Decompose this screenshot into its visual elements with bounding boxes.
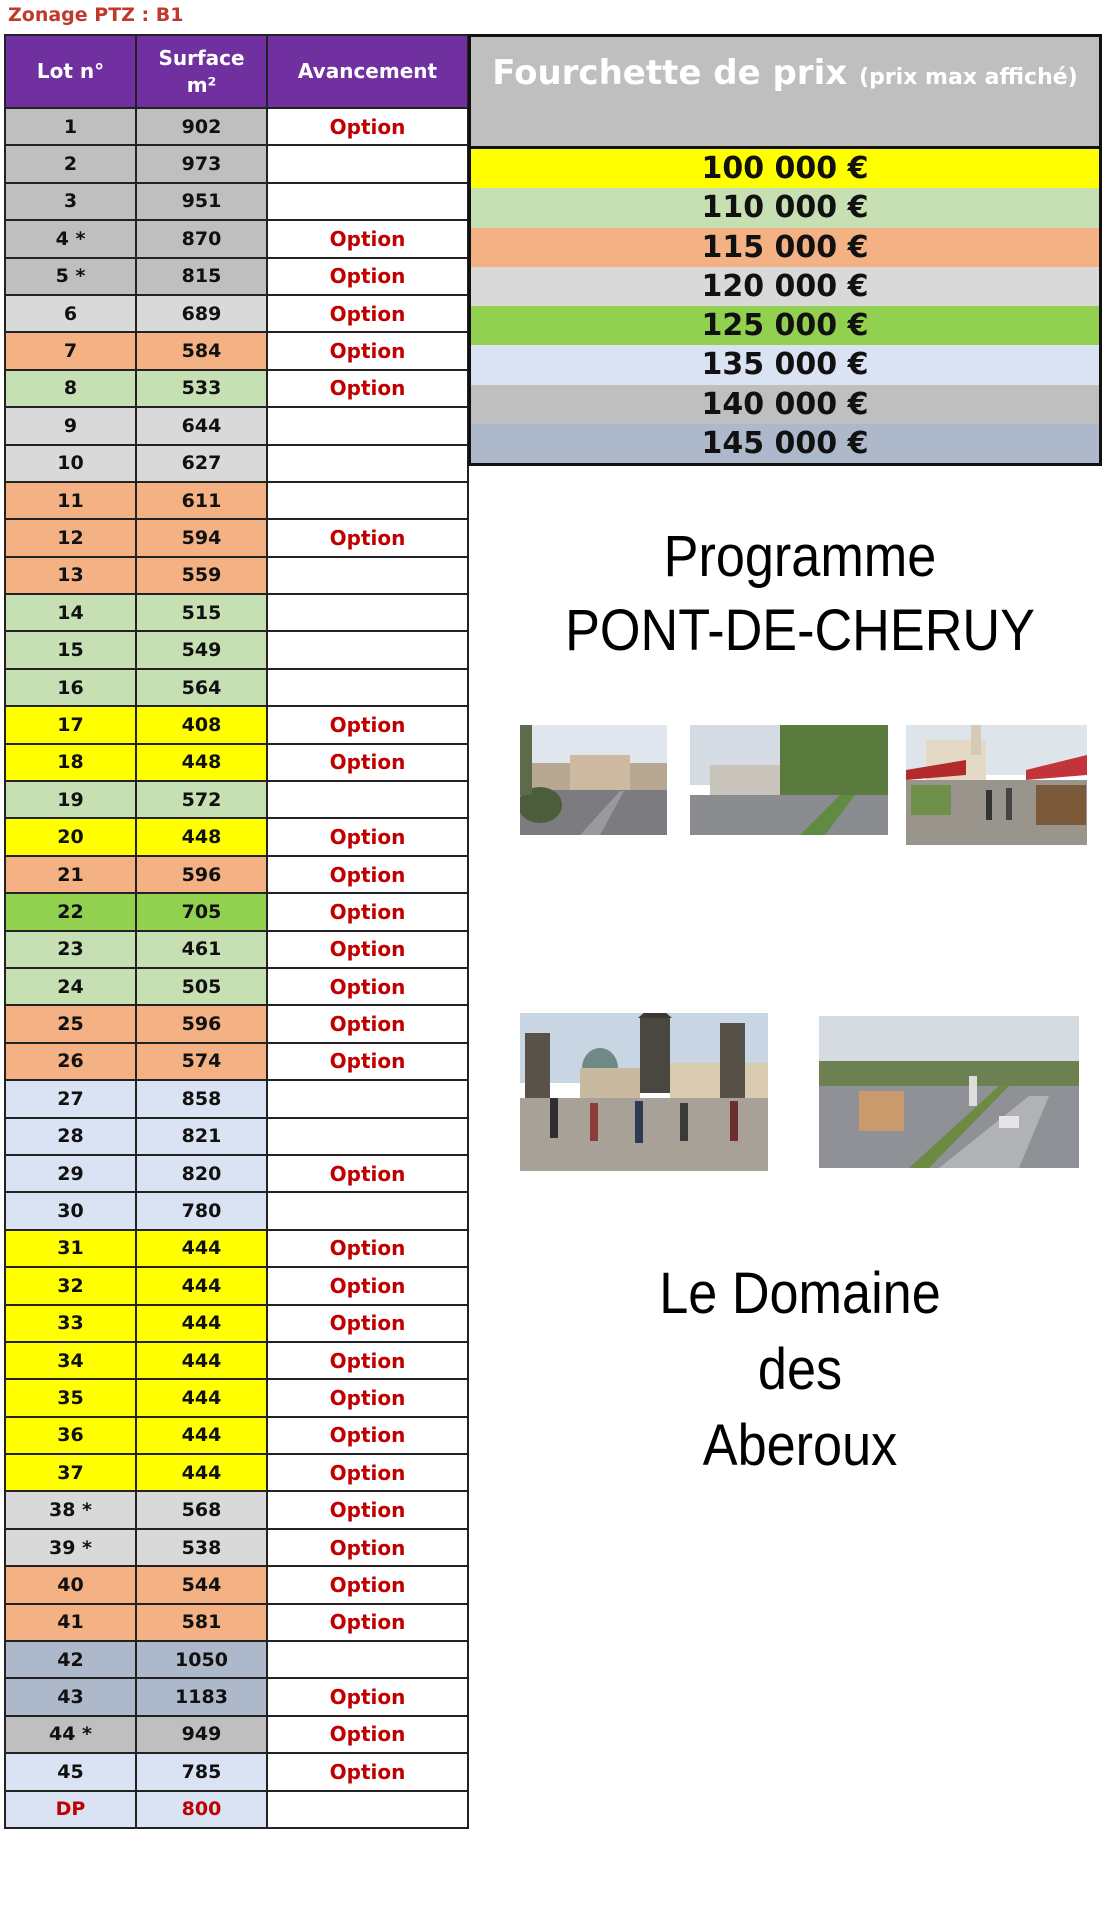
avancement-cell: Option [267, 519, 468, 556]
table-row [5, 968, 468, 1005]
avancement-cell [267, 183, 468, 220]
avancement-cell: Option [267, 258, 468, 295]
table-row [5, 258, 468, 295]
surface-cell: 444 [136, 1342, 267, 1379]
table-row [5, 1678, 468, 1715]
table-row [5, 1604, 468, 1641]
table-row [5, 220, 468, 257]
lot-number-cell: 38 * [5, 1491, 136, 1528]
header-surface-line2: m² [186, 72, 217, 97]
table-row [5, 1716, 468, 1753]
table-row [5, 893, 468, 930]
avancement-cell [267, 631, 468, 668]
lot-number-cell: 20 [5, 818, 136, 855]
surface-cell: 564 [136, 669, 267, 706]
table-row [5, 669, 468, 706]
surface-cell: 800 [136, 1791, 267, 1828]
table-header-row [5, 35, 468, 108]
avancement-cell: Option [267, 108, 468, 145]
surface-cell: 515 [136, 594, 267, 631]
lot-number-cell: 6 [5, 295, 136, 332]
surface-cell: 544 [136, 1566, 267, 1603]
surface-cell: 584 [136, 332, 267, 369]
avancement-cell: Option [267, 1005, 468, 1042]
surface-cell: 505 [136, 968, 267, 1005]
avancement-cell [267, 1118, 468, 1155]
surface-cell: 973 [136, 145, 267, 182]
domaine-title-line1: Le Domaine [659, 1261, 941, 1326]
surface-cell: 444 [136, 1267, 267, 1304]
lot-number-cell: 41 [5, 1604, 136, 1641]
avancement-cell: Option [267, 1566, 468, 1603]
price-range-item: 125 000 € [471, 306, 1099, 345]
avancement-cell: Option [267, 1753, 468, 1790]
surface-cell: 448 [136, 818, 267, 855]
price-range-item: 100 000 € [471, 149, 1099, 188]
photo-road-roundabout [819, 1016, 1079, 1168]
lot-number-cell: DP [5, 1791, 136, 1828]
surface-cell: 448 [136, 744, 267, 781]
surface-cell: 574 [136, 1043, 267, 1080]
price-range-item: 135 000 € [471, 345, 1099, 384]
lot-number-cell: 43 [5, 1678, 136, 1715]
table-row [5, 1305, 468, 1342]
surface-cell: 549 [136, 631, 267, 668]
table-row [5, 445, 468, 482]
avancement-cell: Option [267, 1529, 468, 1566]
table-row [5, 1417, 468, 1454]
table-row [5, 295, 468, 332]
table-row [5, 594, 468, 631]
surface-cell: 444 [136, 1417, 267, 1454]
surface-cell: 785 [136, 1753, 267, 1790]
avancement-cell: Option [267, 1043, 468, 1080]
lot-number-cell: 19 [5, 781, 136, 818]
table-row [5, 1267, 468, 1304]
surface-cell: 949 [136, 1716, 267, 1753]
header-surface [136, 35, 267, 108]
avancement-cell: Option [267, 1604, 468, 1641]
avancement-cell [267, 1641, 468, 1678]
table-row [5, 108, 468, 145]
table-row [5, 1379, 468, 1416]
surface-cell: 581 [136, 1604, 267, 1641]
price-range-subtitle: (prix max affiché) [859, 65, 1078, 90]
lot-number-cell: 36 [5, 1417, 136, 1454]
table-row [5, 1118, 468, 1155]
lot-number-cell: 7 [5, 332, 136, 369]
table-row [5, 706, 468, 743]
avancement-cell: Option [267, 1305, 468, 1342]
lot-number-cell: 8 [5, 370, 136, 407]
avancement-cell [267, 407, 468, 444]
lot-number-cell: 12 [5, 519, 136, 556]
avancement-cell: Option [267, 1267, 468, 1304]
table-row [5, 1454, 468, 1491]
table-row [5, 1753, 468, 1790]
surface-cell: 644 [136, 407, 267, 444]
table-row [5, 1342, 468, 1379]
lot-number-cell: 35 [5, 1379, 136, 1416]
avancement-cell [267, 781, 468, 818]
avancement-cell [267, 445, 468, 482]
avancement-cell: Option [267, 295, 468, 332]
lot-number-cell: 4 * [5, 220, 136, 257]
avancement-cell: Option [267, 968, 468, 1005]
lot-number-cell: 9 [5, 407, 136, 444]
table-row [5, 407, 468, 444]
table-row [5, 818, 468, 855]
domaine-title-line2: des [757, 1337, 843, 1402]
avancement-cell: Option [267, 1155, 468, 1192]
avancement-cell: Option [267, 1491, 468, 1528]
avancement-cell: Option [267, 1716, 468, 1753]
table-row [5, 370, 468, 407]
lot-number-cell: 17 [5, 706, 136, 743]
lot-number-cell: 34 [5, 1342, 136, 1379]
avancement-cell: Option [267, 706, 468, 743]
lot-number-cell: 22 [5, 893, 136, 930]
lot-number-cell: 16 [5, 669, 136, 706]
table-row [5, 1641, 468, 1678]
price-range-item: 110 000 € [471, 188, 1099, 227]
surface-cell: 444 [136, 1379, 267, 1416]
price-range-header [471, 37, 1099, 149]
avancement-cell: Option [267, 1417, 468, 1454]
header-avancement: Avancement [267, 35, 468, 108]
lot-number-cell: 3 [5, 183, 136, 220]
table-row [5, 145, 468, 182]
surface-cell: 611 [136, 482, 267, 519]
surface-cell: 572 [136, 781, 267, 818]
avancement-cell [267, 669, 468, 706]
lot-number-cell: 21 [5, 856, 136, 893]
surface-cell: 596 [136, 856, 267, 893]
avancement-cell: Option [267, 220, 468, 257]
photo-old-town-bridge [520, 1013, 768, 1171]
table-row [5, 1230, 468, 1267]
header-surface-line1: Surface [158, 45, 245, 70]
surface-cell: 870 [136, 220, 267, 257]
surface-cell: 444 [136, 1230, 267, 1267]
table-row [5, 1080, 468, 1117]
avancement-cell: Option [267, 1342, 468, 1379]
photo-market [906, 725, 1087, 845]
lot-number-cell: 5 * [5, 258, 136, 295]
price-range-panel [468, 34, 1102, 466]
price-range-item: 120 000 € [471, 267, 1099, 306]
lots-table-body [5, 108, 468, 1828]
surface-cell: 820 [136, 1155, 267, 1192]
domaine-title [503, 1256, 1097, 1484]
lot-number-cell: 13 [5, 557, 136, 594]
surface-cell: 951 [136, 183, 267, 220]
lot-number-cell: 15 [5, 631, 136, 668]
avancement-cell: Option [267, 332, 468, 369]
avancement-cell [267, 1192, 468, 1229]
table-row [5, 1043, 468, 1080]
lot-number-cell: 31 [5, 1230, 136, 1267]
lot-number-cell: 1 [5, 108, 136, 145]
lot-number-cell: 14 [5, 594, 136, 631]
lot-number-cell: 18 [5, 744, 136, 781]
avancement-cell: Option [267, 931, 468, 968]
surface-cell: 533 [136, 370, 267, 407]
lot-number-cell: 11 [5, 482, 136, 519]
lot-number-cell: 45 [5, 1753, 136, 1790]
table-row [5, 332, 468, 369]
lot-number-cell: 30 [5, 1192, 136, 1229]
surface-cell: 815 [136, 258, 267, 295]
lot-number-cell: 2 [5, 145, 136, 182]
avancement-cell: Option [267, 1454, 468, 1491]
lot-number-cell: 26 [5, 1043, 136, 1080]
avancement-cell [267, 1791, 468, 1828]
price-range-item: 145 000 € [471, 424, 1099, 463]
lots-table [4, 34, 469, 1829]
surface-cell: 902 [136, 108, 267, 145]
header-lot: Lot n° [5, 35, 136, 108]
avancement-cell [267, 557, 468, 594]
surface-cell: 705 [136, 893, 267, 930]
avancement-cell: Option [267, 856, 468, 893]
avancement-cell [267, 145, 468, 182]
price-range-list [471, 149, 1099, 463]
avancement-cell: Option [267, 893, 468, 930]
photo-street-trees [690, 725, 888, 835]
surface-cell: 858 [136, 1080, 267, 1117]
lot-number-cell: 27 [5, 1080, 136, 1117]
surface-cell: 568 [136, 1491, 267, 1528]
lot-number-cell: 28 [5, 1118, 136, 1155]
table-row [5, 1192, 468, 1229]
domaine-title-line3: Aberoux [702, 1413, 898, 1478]
lot-number-cell: 39 * [5, 1529, 136, 1566]
price-range-item: 140 000 € [471, 385, 1099, 424]
table-row [5, 631, 468, 668]
surface-cell: 538 [136, 1529, 267, 1566]
programme-title-line2: PONT-DE-CHERUY [565, 598, 1035, 663]
table-row [5, 1155, 468, 1192]
surface-cell: 821 [136, 1118, 267, 1155]
surface-cell: 461 [136, 931, 267, 968]
lot-number-cell: 40 [5, 1566, 136, 1603]
surface-cell: 1050 [136, 1641, 267, 1678]
table-row [5, 931, 468, 968]
surface-cell: 444 [136, 1305, 267, 1342]
table-row [5, 1491, 468, 1528]
surface-cell: 627 [136, 445, 267, 482]
table-row [5, 1566, 468, 1603]
table-row [5, 482, 468, 519]
avancement-cell: Option [267, 1230, 468, 1267]
surface-cell: 780 [136, 1192, 267, 1229]
avancement-cell: Option [267, 1678, 468, 1715]
programme-title-line1: Programme [663, 524, 937, 589]
programme-title [503, 520, 1097, 668]
table-row [5, 744, 468, 781]
photo-town-square [520, 725, 667, 835]
lot-number-cell: 37 [5, 1454, 136, 1491]
table-row [5, 557, 468, 594]
surface-cell: 594 [136, 519, 267, 556]
avancement-cell: Option [267, 370, 468, 407]
zonage-label: Zonage PTZ : B1 [8, 4, 184, 26]
table-row [5, 1529, 468, 1566]
surface-cell: 408 [136, 706, 267, 743]
lot-number-cell: 29 [5, 1155, 136, 1192]
price-range-item: 115 000 € [471, 228, 1099, 267]
price-range-title: Fourchette de prix [492, 53, 848, 93]
table-row [5, 781, 468, 818]
surface-cell: 689 [136, 295, 267, 332]
surface-cell: 559 [136, 557, 267, 594]
avancement-cell [267, 482, 468, 519]
table-row [5, 1791, 468, 1828]
avancement-cell [267, 594, 468, 631]
lot-number-cell: 42 [5, 1641, 136, 1678]
lot-number-cell: 24 [5, 968, 136, 1005]
avancement-cell: Option [267, 744, 468, 781]
surface-cell: 1183 [136, 1678, 267, 1715]
table-row [5, 856, 468, 893]
avancement-cell: Option [267, 1379, 468, 1416]
lot-number-cell: 25 [5, 1005, 136, 1042]
lot-number-cell: 44 * [5, 1716, 136, 1753]
avancement-cell [267, 1080, 468, 1117]
lot-number-cell: 32 [5, 1267, 136, 1304]
table-row [5, 1005, 468, 1042]
surface-cell: 596 [136, 1005, 267, 1042]
lot-number-cell: 23 [5, 931, 136, 968]
table-row [5, 183, 468, 220]
avancement-cell: Option [267, 818, 468, 855]
surface-cell: 444 [136, 1454, 267, 1491]
table-row [5, 519, 468, 556]
lot-number-cell: 33 [5, 1305, 136, 1342]
lot-number-cell: 10 [5, 445, 136, 482]
